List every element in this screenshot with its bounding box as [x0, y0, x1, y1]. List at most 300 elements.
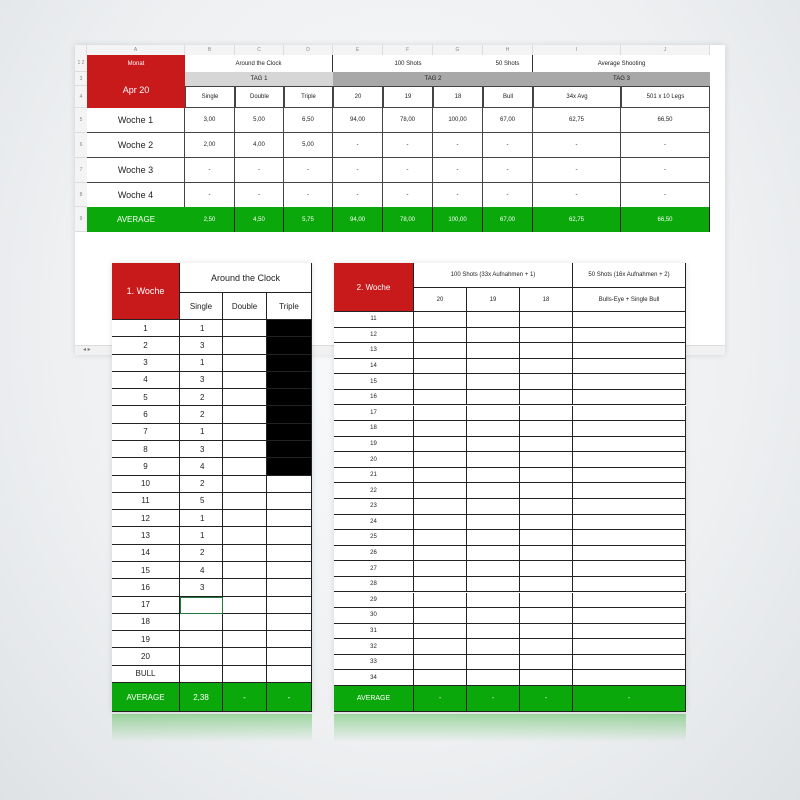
single-input[interactable]: 4 — [180, 458, 223, 475]
dart-number: 1 — [112, 320, 180, 337]
score-input[interactable] — [520, 312, 573, 328]
subheader[interactable]: Triple — [267, 293, 312, 320]
score-input[interactable] — [467, 406, 520, 422]
score-input[interactable] — [520, 437, 573, 453]
dart-number: 21 — [334, 468, 414, 484]
value-cell[interactable]: 2,00 — [185, 133, 235, 158]
column-header[interactable]: G — [433, 45, 483, 55]
score-input[interactable] — [573, 343, 686, 359]
triple-input[interactable] — [267, 579, 312, 596]
dart-number: 22 — [334, 483, 414, 499]
score-input[interactable] — [414, 499, 467, 515]
score-input[interactable] — [573, 390, 686, 406]
double-input[interactable] — [223, 631, 267, 648]
score-input[interactable] — [573, 437, 686, 453]
group-header[interactable]: 100 Shots — [394, 60, 422, 67]
row-header[interactable]: 6 — [75, 133, 87, 158]
score-input[interactable] — [520, 561, 573, 577]
dart-number: 25 — [334, 530, 414, 546]
dart-number: 18 — [112, 614, 180, 631]
dart-number: 18 — [334, 421, 414, 437]
score-input[interactable] — [467, 452, 520, 468]
score-input[interactable] — [573, 468, 686, 484]
single-input[interactable] — [180, 631, 223, 648]
score-input[interactable] — [520, 390, 573, 406]
score-input[interactable] — [520, 499, 573, 515]
week-label[interactable]: Woche 1 — [87, 108, 185, 133]
score-input[interactable] — [414, 437, 467, 453]
value-cell[interactable]: - — [284, 183, 333, 208]
value-cell[interactable]: - — [383, 183, 433, 208]
score-input[interactable] — [414, 359, 467, 375]
subheader[interactable]: 19 — [467, 288, 520, 312]
double-input[interactable] — [223, 320, 267, 337]
single-input[interactable]: 1 — [180, 527, 223, 544]
single-input[interactable] — [180, 648, 223, 665]
score-input[interactable] — [414, 312, 467, 328]
column-header[interactable]: F — [383, 45, 433, 55]
dart-number: 17 — [112, 597, 180, 614]
group-header[interactable]: Around the Clock — [185, 55, 333, 72]
single-input[interactable]: 2 — [180, 389, 223, 406]
score-input[interactable] — [414, 655, 467, 671]
average-value[interactable]: 62,75 — [533, 207, 621, 232]
triple-input[interactable] — [267, 424, 312, 441]
score-input[interactable] — [414, 546, 467, 562]
score-input[interactable] — [573, 328, 686, 344]
sheet-tab-nav[interactable]: ◂ ▸ — [75, 345, 725, 355]
dart-number: 34 — [334, 670, 414, 686]
value-cell[interactable]: - — [621, 133, 710, 158]
double-input[interactable] — [223, 493, 267, 510]
week-label[interactable]: Woche 2 — [87, 133, 185, 158]
subheader[interactable]: Bull — [483, 86, 533, 108]
row-header[interactable]: 4 — [75, 86, 87, 108]
double-input[interactable] — [223, 476, 267, 493]
dart-number: 26 — [334, 546, 414, 562]
triple-input[interactable] — [267, 441, 312, 458]
reflection — [334, 714, 686, 754]
triple-input[interactable] — [267, 458, 312, 475]
double-input[interactable] — [223, 458, 267, 475]
score-input[interactable] — [467, 530, 520, 546]
score-input[interactable] — [414, 390, 467, 406]
score-input[interactable] — [414, 608, 467, 624]
dart-number: 7 — [112, 424, 180, 441]
score-input[interactable] — [467, 499, 520, 515]
triple-input[interactable] — [267, 337, 312, 354]
score-input[interactable] — [467, 468, 520, 484]
week2-sheet — [334, 263, 686, 712]
single-input[interactable]: 2 — [180, 476, 223, 493]
score-input[interactable] — [520, 577, 573, 593]
score-input[interactable] — [467, 421, 520, 437]
score-input[interactable] — [573, 670, 686, 686]
score-input[interactable] — [520, 593, 573, 609]
average-value[interactable]: 94,00 — [333, 207, 383, 232]
dart-number: 10 — [112, 476, 180, 493]
triple-input[interactable] — [267, 614, 312, 631]
value-cell[interactable]: - — [284, 158, 333, 183]
score-input[interactable] — [414, 639, 467, 655]
score-input[interactable] — [520, 468, 573, 484]
score-input[interactable] — [467, 515, 520, 531]
double-input[interactable] — [223, 597, 267, 614]
subheader[interactable]: Bulls-Eye + Single Bull — [573, 288, 686, 312]
subheader[interactable]: 501 x 10 Legs — [621, 86, 710, 108]
average-value[interactable]: 5,75 — [284, 207, 333, 232]
single-input[interactable]: 3 — [180, 579, 223, 596]
subheader[interactable]: 20 — [333, 86, 383, 108]
value-cell[interactable]: - — [533, 158, 621, 183]
value-cell[interactable]: - — [483, 183, 533, 208]
score-input[interactable] — [573, 561, 686, 577]
average-cell[interactable]: - — [414, 686, 467, 712]
triple-input[interactable] — [267, 355, 312, 372]
double-input[interactable] — [223, 562, 267, 579]
value-cell[interactable]: - — [333, 183, 383, 208]
score-input[interactable] — [520, 608, 573, 624]
month-cell[interactable]: Apr 20 — [87, 72, 185, 108]
single-input[interactable] — [180, 614, 223, 631]
score-input[interactable] — [414, 561, 467, 577]
score-input[interactable] — [520, 452, 573, 468]
triple-input[interactable] — [267, 510, 312, 527]
score-input[interactable] — [467, 328, 520, 344]
row-header[interactable]: 7 — [75, 158, 87, 183]
score-input[interactable] — [414, 624, 467, 640]
dart-number: 16 — [112, 579, 180, 596]
row-header[interactable]: 9 — [75, 207, 87, 232]
subheader[interactable]: 34x Avg — [533, 86, 621, 108]
score-input[interactable] — [520, 546, 573, 562]
subheader[interactable]: Double — [223, 293, 267, 320]
single-input[interactable]: 3 — [180, 441, 223, 458]
dart-number: 30 — [334, 608, 414, 624]
average-value[interactable]: 100,00 — [433, 207, 483, 232]
score-input[interactable] — [520, 343, 573, 359]
monat-header[interactable]: Monat — [87, 55, 185, 72]
score-input[interactable] — [573, 499, 686, 515]
column-header[interactable]: J — [621, 45, 710, 55]
single-input[interactable]: 1 — [180, 510, 223, 527]
score-input[interactable] — [414, 530, 467, 546]
score-input[interactable] — [573, 593, 686, 609]
single-input[interactable]: 3 — [180, 337, 223, 354]
triple-input[interactable] — [267, 372, 312, 389]
double-input[interactable] — [223, 527, 267, 544]
row-header[interactable]: 5 — [75, 108, 87, 133]
double-input[interactable] — [223, 648, 267, 665]
value-cell[interactable]: 62,75 — [533, 108, 621, 133]
triple-input[interactable] — [267, 597, 312, 614]
value-cell[interactable]: - — [333, 158, 383, 183]
triple-input[interactable] — [267, 527, 312, 544]
score-input[interactable] — [520, 670, 573, 686]
score-input[interactable] — [573, 624, 686, 640]
average-cell[interactable]: - — [520, 686, 573, 712]
corner[interactable] — [75, 45, 87, 55]
double-input[interactable] — [223, 372, 267, 389]
tag-header[interactable]: TAG 1 — [185, 72, 333, 86]
triple-input[interactable] — [267, 406, 312, 423]
value-cell[interactable]: - — [383, 133, 433, 158]
score-input[interactable] — [467, 577, 520, 593]
dart-number: BULL — [112, 666, 180, 683]
reflection — [112, 714, 312, 754]
column-header[interactable]: C — [235, 45, 284, 55]
score-input[interactable] — [467, 670, 520, 686]
average-cell[interactable]: - — [467, 686, 520, 712]
score-input[interactable] — [414, 670, 467, 686]
score-input[interactable] — [573, 312, 686, 328]
score-input[interactable] — [467, 561, 520, 577]
average-cell[interactable]: - — [573, 686, 686, 712]
subheader[interactable]: 18 — [433, 86, 483, 108]
score-input[interactable] — [467, 483, 520, 499]
average-value[interactable]: 67,00 — [483, 207, 533, 232]
value-cell[interactable]: 4,00 — [235, 133, 284, 158]
value-cell[interactable]: - — [185, 158, 235, 183]
value-cell[interactable]: - — [483, 133, 533, 158]
subheader[interactable]: Single — [185, 86, 235, 108]
value-cell[interactable]: 66,50 — [621, 108, 710, 133]
score-input[interactable] — [520, 421, 573, 437]
score-input[interactable] — [414, 468, 467, 484]
score-input[interactable] — [414, 343, 467, 359]
score-input[interactable] — [414, 452, 467, 468]
single-input[interactable]: 5 — [180, 493, 223, 510]
double-input[interactable] — [223, 614, 267, 631]
score-input[interactable] — [467, 343, 520, 359]
score-input[interactable] — [573, 639, 686, 655]
value-cell[interactable]: - — [621, 183, 710, 208]
score-input[interactable] — [414, 593, 467, 609]
value-cell[interactable]: - — [533, 183, 621, 208]
dart-number: 9 — [112, 458, 180, 475]
single-input[interactable]: 3 — [180, 372, 223, 389]
triple-input[interactable] — [267, 476, 312, 493]
value-cell[interactable]: 78,00 — [383, 108, 433, 133]
score-input[interactable] — [414, 421, 467, 437]
value-cell[interactable]: - — [235, 158, 284, 183]
double-input[interactable] — [223, 424, 267, 441]
value-cell[interactable]: 5,00 — [235, 108, 284, 133]
dart-number: 16 — [334, 390, 414, 406]
value-cell[interactable]: 5,00 — [284, 133, 333, 158]
value-cell[interactable]: - — [185, 183, 235, 208]
value-cell[interactable]: 67,00 — [483, 108, 533, 133]
score-input[interactable] — [414, 374, 467, 390]
subheader[interactable]: Double — [235, 86, 284, 108]
dart-number: 19 — [112, 631, 180, 648]
score-input[interactable] — [573, 452, 686, 468]
subheader[interactable]: 18 — [520, 288, 573, 312]
score-input[interactable] — [520, 406, 573, 422]
score-input[interactable] — [414, 483, 467, 499]
group-header[interactable]: Around the Clock — [180, 263, 312, 293]
value-cell[interactable]: - — [383, 158, 433, 183]
average-value[interactable]: 66,50 — [621, 207, 710, 232]
dart-number: 12 — [334, 328, 414, 344]
score-input[interactable] — [467, 608, 520, 624]
column-header[interactable]: D — [284, 45, 333, 55]
double-input[interactable] — [223, 441, 267, 458]
subheader[interactable]: Single — [180, 293, 223, 320]
subheader[interactable]: 19 — [383, 86, 433, 108]
score-input[interactable] — [573, 421, 686, 437]
score-input[interactable] — [520, 515, 573, 531]
tag-header[interactable]: TAG 3 — [533, 72, 710, 86]
dart-number: 28 — [334, 577, 414, 593]
score-input[interactable] — [467, 437, 520, 453]
average-cell[interactable]: - — [223, 683, 267, 712]
column-header[interactable]: B — [185, 45, 235, 55]
double-input[interactable] — [223, 510, 267, 527]
double-input[interactable] — [223, 389, 267, 406]
dart-number: 19 — [334, 437, 414, 453]
score-input[interactable] — [414, 577, 467, 593]
score-input[interactable] — [520, 530, 573, 546]
triple-input[interactable] — [267, 545, 312, 562]
score-input[interactable] — [467, 593, 520, 609]
value-cell[interactable]: - — [333, 133, 383, 158]
single-input[interactable]: 2 — [180, 406, 223, 423]
average-value[interactable]: 78,00 — [383, 207, 433, 232]
score-input[interactable] — [520, 374, 573, 390]
value-cell[interactable]: 3,00 — [185, 108, 235, 133]
triple-input[interactable] — [267, 666, 312, 683]
score-input[interactable] — [414, 406, 467, 422]
single-input[interactable]: 2 — [180, 545, 223, 562]
score-input[interactable] — [520, 624, 573, 640]
triple-input[interactable] — [267, 320, 312, 337]
average-value[interactable]: 2,50 — [185, 207, 235, 232]
score-input[interactable] — [520, 483, 573, 499]
double-input[interactable] — [223, 666, 267, 683]
score-input[interactable] — [467, 639, 520, 655]
score-input[interactable] — [573, 359, 686, 375]
score-input[interactable] — [467, 624, 520, 640]
value-cell[interactable]: - — [483, 158, 533, 183]
row-header[interactable]: 8 — [75, 183, 87, 207]
column-header[interactable]: A — [87, 45, 185, 55]
value-cell[interactable]: - — [621, 158, 710, 183]
dart-number: 8 — [112, 441, 180, 458]
group-header[interactable]: 100 Shots (33x Aufnahmen + 1) — [414, 263, 573, 288]
dart-number: 20 — [334, 452, 414, 468]
double-input[interactable] — [223, 337, 267, 354]
week-label[interactable]: Woche 4 — [87, 183, 185, 208]
row-header[interactable]: 1 2 — [75, 55, 87, 72]
value-cell[interactable]: 6,50 — [284, 108, 333, 133]
group-header[interactable]: Average Shooting — [597, 60, 646, 67]
group-header[interactable]: 50 Shots (16x Aufnahmen + 2) — [573, 263, 686, 288]
column-header[interactable]: E — [333, 45, 383, 55]
score-input[interactable] — [573, 577, 686, 593]
score-input[interactable] — [414, 328, 467, 344]
score-input[interactable] — [573, 608, 686, 624]
score-input[interactable] — [573, 655, 686, 671]
value-cell[interactable]: 100,00 — [433, 108, 483, 133]
score-input[interactable] — [467, 312, 520, 328]
score-input[interactable] — [573, 406, 686, 422]
triple-input[interactable] — [267, 389, 312, 406]
dart-number: 3 — [112, 355, 180, 372]
score-input[interactable] — [573, 515, 686, 531]
value-cell[interactable]: - — [433, 158, 483, 183]
double-input[interactable] — [223, 545, 267, 562]
value-cell[interactable]: - — [433, 183, 483, 208]
score-input[interactable] — [573, 374, 686, 390]
triple-input[interactable] — [267, 631, 312, 648]
single-input[interactable] — [180, 666, 223, 683]
score-input[interactable] — [467, 359, 520, 375]
dart-number: 27 — [334, 561, 414, 577]
score-input[interactable] — [573, 546, 686, 562]
value-cell[interactable]: - — [533, 133, 621, 158]
single-input[interactable]: 1 — [180, 355, 223, 372]
subheader[interactable]: Triple — [284, 86, 333, 108]
week-title[interactable]: 2. Woche — [334, 263, 414, 312]
single-input[interactable]: 1 — [180, 424, 223, 441]
value-cell[interactable]: - — [433, 133, 483, 158]
row-header[interactable]: 3 — [75, 72, 87, 86]
dart-number: 14 — [112, 545, 180, 562]
week-label[interactable]: Woche 3 — [87, 158, 185, 183]
score-input[interactable] — [520, 359, 573, 375]
column-header[interactable]: H — [483, 45, 533, 55]
average-cell[interactable]: 2,38 — [180, 683, 223, 712]
single-input[interactable] — [180, 597, 223, 614]
tag-header[interactable]: TAG 2 — [333, 72, 533, 86]
score-input[interactable] — [573, 483, 686, 499]
score-input[interactable] — [467, 374, 520, 390]
score-input[interactable] — [467, 655, 520, 671]
score-input[interactable] — [573, 530, 686, 546]
single-input[interactable]: 1 — [180, 320, 223, 337]
single-input[interactable]: 4 — [180, 562, 223, 579]
average-label[interactable]: AVERAGE — [87, 207, 185, 232]
score-input[interactable] — [520, 655, 573, 671]
value-cell[interactable]: 94,00 — [333, 108, 383, 133]
subheader[interactable]: 20 — [414, 288, 467, 312]
score-input[interactable] — [414, 515, 467, 531]
average-cell[interactable]: AVERAGE — [112, 683, 180, 712]
double-input[interactable] — [223, 355, 267, 372]
score-input[interactable] — [467, 546, 520, 562]
average-cell[interactable]: - — [267, 683, 312, 712]
average-cell[interactable]: AVERAGE — [334, 686, 414, 712]
value-cell[interactable]: - — [235, 183, 284, 208]
triple-input[interactable] — [267, 562, 312, 579]
dart-number: 12 — [112, 510, 180, 527]
column-header[interactable]: I — [533, 45, 621, 55]
week-title[interactable]: 1. Woche — [112, 263, 180, 320]
score-input[interactable] — [520, 328, 573, 344]
dart-number: 32 — [334, 639, 414, 655]
double-input[interactable] — [223, 579, 267, 596]
triple-input[interactable] — [267, 648, 312, 665]
triple-input[interactable] — [267, 493, 312, 510]
group-header[interactable]: 50 Shots — [483, 55, 533, 72]
score-input[interactable] — [467, 390, 520, 406]
score-input[interactable] — [520, 639, 573, 655]
double-input[interactable] — [223, 406, 267, 423]
average-value[interactable]: 4,50 — [235, 207, 284, 232]
dart-number: 31 — [334, 624, 414, 640]
dart-number: 2 — [112, 337, 180, 354]
